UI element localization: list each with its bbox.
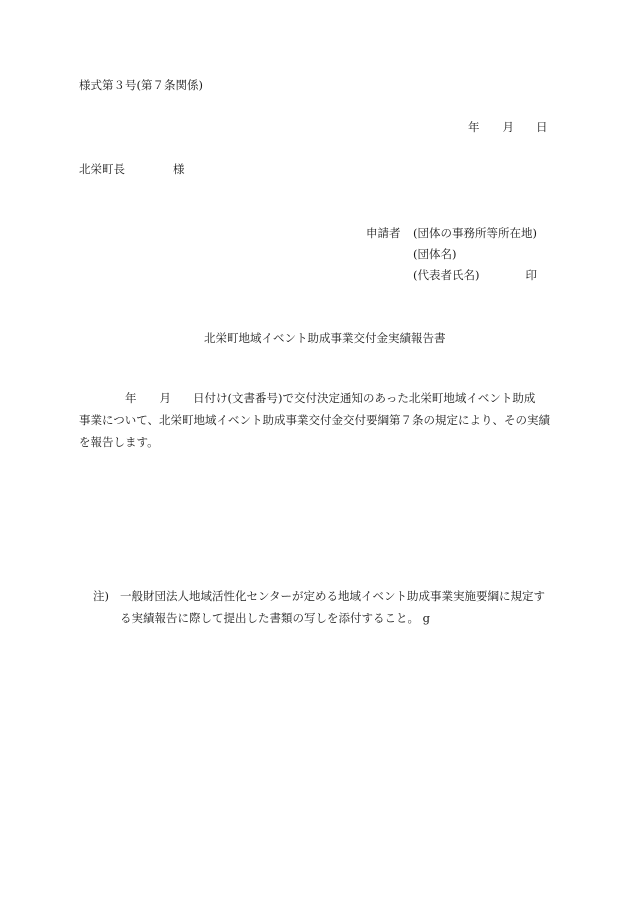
document-title: 北栄町地域イベント助成事業交付金実績報告書 <box>204 331 446 345</box>
addressee <box>79 164 185 176</box>
body-line-2: 事業について、北栄町地域イベント助成事業交付金交付要綱第７条の規定により、その実績 <box>79 413 551 427</box>
body-month-label: 月 <box>159 391 171 405</box>
addressee-honorific: 様 <box>173 162 185 176</box>
body-year-label: 年 <box>125 391 137 405</box>
body-line-1 <box>79 387 553 409</box>
applicant-label: 申請者 <box>366 226 401 240</box>
applicant-office-field: (団体の事務所等所在地) <box>413 226 537 240</box>
report-body <box>79 387 553 453</box>
note-block <box>93 585 545 629</box>
applicant-representative-field <box>413 270 537 282</box>
body-line-3: を報告します。 <box>79 435 159 449</box>
addressee-name: 北栄町長 <box>79 162 125 176</box>
representative-label: (代表者氏名) <box>413 268 480 282</box>
note-label: 注) <box>93 589 109 603</box>
note-line-1: 一般財団法人地域活性化センターが定める地域イベント助成事業実施要綱に規定す <box>120 589 546 603</box>
date-year-label: 年 <box>468 120 480 134</box>
date-line <box>468 122 548 134</box>
applicant-group-field: (団体名) <box>413 247 457 261</box>
date-month-label: 月 <box>502 120 514 134</box>
seal-mark: 印 <box>525 268 537 282</box>
note-line-2: る実績報告に際して提出した書類の写しを添付すること。 g <box>120 611 431 625</box>
body-line-1-text: 日付け(文書番号)で交付決定通知のあった北栄町地域イベント助成 <box>193 391 536 405</box>
date-day-label: 日 <box>536 120 548 134</box>
form-number: 様式第３号(第７条関係) <box>79 78 203 92</box>
